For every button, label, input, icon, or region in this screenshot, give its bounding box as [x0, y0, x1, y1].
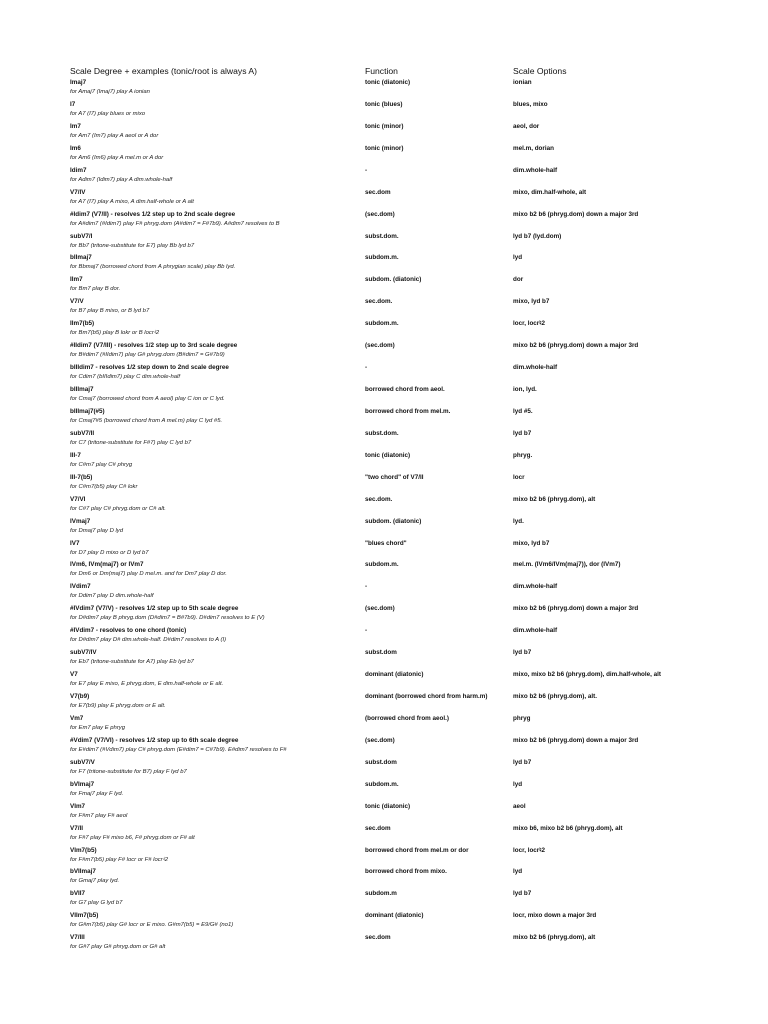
header-scale-degree: Scale Degree + examples (tonic/root is always A): [70, 66, 257, 76]
scale-options: mel.m. (IVm6/IVm(maj7)), dor (IVm7): [513, 561, 621, 569]
scale-options: locr, locr♮2: [513, 846, 546, 854]
function: "blues chord": [365, 539, 407, 547]
table-row: [0, 648, 768, 670]
example-text: for G#7 play G# phryg.dom or G# alt: [70, 944, 166, 951]
scale-options: dim.whole-half: [513, 627, 558, 635]
scale-options: mixo, dim.half-whole, alt: [513, 188, 587, 196]
table-row: [0, 846, 768, 868]
scale-options: lyd.: [513, 517, 524, 525]
function: subdom.m.: [365, 780, 399, 788]
function: (sec.dom): [365, 342, 395, 350]
example-text: for Gmaj7 play lyd.: [70, 878, 120, 885]
example-text: for A7 (I7) play A mixo, A dim.half-whole or A alt: [70, 198, 194, 205]
example-text: for Am6 (Im6) play A mel.m or A dor: [70, 154, 164, 161]
example-text: for G7 play G lyd b7: [70, 900, 123, 907]
table-row: [0, 670, 768, 692]
header-scale-options: Scale Options: [513, 66, 567, 76]
table-row: [0, 341, 768, 363]
function: subdom.m.: [365, 561, 399, 569]
example-text: for Ddim7 play D dim.whole-half: [70, 593, 154, 600]
table-row: [0, 824, 768, 846]
scale-degree: III-7: [70, 451, 81, 459]
scale-degree: bIIImaj7: [70, 386, 94, 394]
function: subst.dom: [365, 649, 397, 657]
function: borrowed chord from mel.m.: [365, 407, 451, 415]
scale-degree: V7: [70, 671, 78, 679]
example-text: for Cmaj7 (borrowed chord from A aeol) play C ion or C lyd.: [70, 396, 225, 403]
scale-degree: subV7/IV: [70, 649, 97, 657]
example-text: for Eb7 (tritone-substitute for A7) play Eb lyd b7: [70, 659, 194, 666]
scale-degree: IIm7(b5): [70, 320, 95, 328]
scale-options: lyd b7: [513, 649, 532, 657]
function: subst.dom: [365, 758, 397, 766]
function: -: [365, 166, 368, 174]
scale-degree: Im6: [70, 144, 81, 152]
scale-options: mixo b2 b6 (phryg.dom), alt: [513, 495, 596, 503]
example-text: for Am7 (Im7) play A aeol or A dor: [70, 132, 159, 139]
example-text: for B7 play B mixo, or B lyd b7: [70, 308, 150, 315]
example-text: for Adim7 (Idim7) play A dim.whole-half: [70, 176, 173, 183]
scale-options: lyd b7: [513, 429, 532, 437]
table-row: [0, 78, 768, 100]
header-function: Function: [365, 66, 398, 76]
example-text: for F7 (tritone-substitute for B7) play F lyd b7: [70, 768, 187, 775]
example-text: for A#dim7 (#Idim7) play F# phryg.dom (A#dim7 = F#7b9). A#dim7 resolves to B: [70, 220, 280, 227]
function: sec.dom.: [365, 495, 393, 503]
example-text: for A7 (I7) play blues or mixo: [70, 110, 146, 117]
function: subdom. (diatonic): [365, 276, 422, 284]
example-text: for Bm7(b5) play B lokr or B locr♮2: [70, 330, 160, 337]
table-row: [0, 429, 768, 451]
table-row: [0, 539, 768, 561]
scale-options: mixo b2 b6 (phryg.dom) down a major 3rd: [513, 605, 639, 613]
scale-degree: bIIIdim7 - resolves 1/2 step down to 2nd scale degree: [70, 364, 229, 372]
scale-degree: subV7/II: [70, 429, 95, 437]
table-row: [0, 758, 768, 780]
example-text: for E#dim7 (#Vdim7) play C# phryg.dom (E#dim7 = C#7b9). E#dim7 resolves to F#: [70, 746, 287, 753]
example-text: for F#m7(b5) play F# locr or F# locr♮2: [70, 856, 169, 863]
table-row: [0, 297, 768, 319]
scale-options: ion, lyd.: [513, 386, 537, 394]
function: (sec.dom): [365, 736, 395, 744]
scale-options: lyd #5.: [513, 407, 533, 415]
function: subdom. (diatonic): [365, 517, 422, 525]
table-row: [0, 911, 768, 933]
scale-options: aeol: [513, 802, 526, 810]
scale-degree: V7/VI: [70, 495, 86, 503]
example-text: for C#m7(b5) play C# lokr: [70, 483, 138, 490]
function: subdom.m.: [365, 254, 399, 262]
function: (sec.dom): [365, 210, 395, 218]
table-row: [0, 780, 768, 802]
scale-options: dim.whole-half: [513, 364, 558, 372]
scale-degree: VIm7(b5): [70, 846, 97, 854]
example-text: for D7 play D mixo or D lyd b7: [70, 549, 149, 556]
scale-options: blues, mixo: [513, 100, 548, 108]
example-text: for E7 play E mixo, E phryg.dom, E dim.half-whole or E alt.: [70, 681, 224, 688]
scale-degree: Im7: [70, 122, 81, 130]
scale-degree: IVdim7: [70, 583, 91, 591]
scale-degree: subV7/V: [70, 758, 95, 766]
function: subst.dom.: [365, 232, 399, 240]
function: dominant (borrowed chord from harm.m): [365, 693, 488, 701]
scale-degree: V7/IV: [70, 188, 86, 196]
scale-options: phryg.: [513, 451, 533, 459]
scale-options: mixo, lyd b7: [513, 539, 550, 547]
scale-degree: bIIImaj7(#5): [70, 407, 105, 415]
scale-degree: IVm6, IVm(maj7) or IVm7: [70, 561, 144, 569]
table-row: [0, 451, 768, 473]
function: subdom.m: [365, 890, 397, 898]
table-row: [0, 275, 768, 297]
function: -: [365, 364, 368, 372]
scale-degree: #IIdim7 (V7/III) - resolves 1/2 step up to 3rd scale degree: [70, 342, 238, 350]
example-text: for Bbmaj7 (borrowed chord from A phrygian scale) play Bb lyd.: [70, 264, 236, 271]
table-row: [0, 626, 768, 648]
function: tonic (diatonic): [365, 79, 411, 86]
table-row: [0, 802, 768, 824]
scale-options: dim.whole-half: [513, 583, 558, 591]
function: borrowed chord from mixo.: [365, 868, 447, 876]
function: borrowed chord from aeol.: [365, 386, 445, 394]
table-row: [0, 582, 768, 604]
scale-degree: IV7: [70, 539, 80, 547]
example-text: for G#m7(b5) play G# locr or E mixo. G#m7(b5) = E9/G# (no1): [70, 922, 234, 929]
function: -: [365, 583, 368, 591]
scale-options: lyd b7: [513, 758, 532, 766]
table-row: [0, 100, 768, 122]
function: "two chord" of V7/II: [365, 473, 424, 481]
function: tonic (diatonic): [365, 802, 411, 810]
example-text: for C#m7 play C# phryg: [70, 461, 133, 468]
scale-options: mixo b2 b6 (phryg.dom) down a major 3rd: [513, 342, 639, 350]
example-text: for C#7 play C# phryg.dom or C# alt.: [70, 505, 166, 512]
scale-options: mixo b2 b6 (phryg.dom), alt.: [513, 693, 597, 701]
example-text: for F#7 play F# mixo b6, F# phryg.dom or F# alt: [70, 834, 195, 841]
scale-degree: bVIImaj7: [70, 868, 96, 876]
scale-degree: VIm7: [70, 802, 86, 810]
function: -: [365, 627, 368, 635]
example-text: for Dmaj7 play D lyd: [70, 527, 124, 534]
table-row: [0, 560, 768, 582]
function: (sec.dom): [365, 605, 395, 613]
table-row: [0, 473, 768, 495]
scale-degree: V7/V: [70, 298, 84, 306]
table-row: [0, 889, 768, 911]
table-row: [0, 385, 768, 407]
scale-options: lyd b7: [513, 890, 532, 898]
scale-degree: Vm7: [70, 714, 84, 722]
example-text: for Cmaj7#5 (borrowed chord from A mel.m) play C lyd #5.: [70, 417, 223, 424]
scale-options: mixo b2 b6 (phryg.dom) down a major 3rd: [513, 210, 639, 218]
table-row: [0, 253, 768, 275]
scale-options: locr, locr♮2: [513, 320, 546, 328]
table-row: [0, 319, 768, 341]
table-row: [0, 407, 768, 429]
example-text: for Amaj7 (Imaj7) play A ionian: [70, 89, 150, 95]
scale-degree: #Vdim7 (V7/VI) - resolves 1/2 step up to 6th scale degree: [70, 736, 239, 744]
function: sec.dom.: [365, 298, 393, 306]
function: dominant (diatonic): [365, 671, 424, 679]
scale-degree: V7/II: [70, 824, 83, 832]
table-row: [0, 210, 768, 232]
scale-degree: V7(b9): [70, 693, 90, 701]
function: (borrowed chord from aeol.): [365, 714, 449, 722]
table-row: [0, 933, 768, 955]
table-row: [0, 122, 768, 144]
scale-options: mel.m, dorian: [513, 144, 554, 152]
table-row: [0, 604, 768, 626]
table-row: [0, 736, 768, 758]
table-row: [0, 166, 768, 188]
table-row: [0, 714, 768, 736]
scale-degree: subV7/I: [70, 232, 93, 240]
function: sec.dom: [365, 188, 391, 196]
scale-options: phryg: [513, 714, 531, 722]
scale-options: dim.whole-half: [513, 166, 558, 174]
scale-options: mixo b6, mixo b2 b6 (phryg.dom), alt: [513, 824, 623, 832]
scale-degree: IVmaj7: [70, 517, 91, 525]
example-text: for B#dim7 (#IIdim7) play G# phryg.dom (B#dim7 = G#7b9): [70, 352, 225, 359]
scale-degree: Imaj7: [70, 79, 87, 86]
scale-options: lyd: [513, 868, 523, 876]
scale-degree: #Idim7 (V7/II) - resolves 1/2 step up to 2nd scale degree: [70, 210, 236, 218]
table-row: [0, 517, 768, 539]
function: tonic (blues): [365, 100, 403, 108]
example-text: for Em7 play E phryg: [70, 724, 126, 731]
example-text: for Bb7 (tritone-substitute for E7) play Bb lyd b7: [70, 242, 195, 249]
function: tonic (diatonic): [365, 451, 411, 459]
scale-degree: #IVdim7 (V7/V) - resolves 1/2 step up to 5th scale degree: [70, 605, 239, 613]
function: sec.dom: [365, 824, 391, 832]
table-row: [0, 363, 768, 385]
scale-degree: I7: [70, 100, 76, 108]
scale-options: lyd: [513, 780, 523, 788]
table-row: [0, 692, 768, 714]
scale-options: lyd b7 (lyd.dom): [513, 232, 562, 240]
example-text: for Bm7 play B dor.: [70, 286, 121, 293]
function: subdom.m.: [365, 320, 399, 328]
function: subst.dom.: [365, 429, 399, 437]
scale-options: locr: [513, 473, 525, 481]
table-row: [0, 495, 768, 517]
scale-options: mixo b2 b6 (phryg.dom), alt: [513, 934, 596, 942]
scale-degree: V7/III: [70, 934, 85, 942]
function: tonic (minor): [365, 122, 404, 130]
function: tonic (minor): [365, 144, 404, 152]
scale-degree: #IVdim7 - resolves to one chord (tonic): [70, 627, 187, 635]
example-text: for Fmaj7 play F lyd.: [70, 790, 124, 797]
scale-degree: bIImaj7: [70, 254, 92, 262]
scale-options: mixo, lyd b7: [513, 298, 550, 306]
example-text: for Dm6 or Dm(maj7) play D mel.m. and for Dm7 play D dor.: [70, 571, 227, 578]
example-text: for E7(b9) play E phryg.dom or E alt.: [70, 703, 166, 710]
scale-options: mixo, mixo b2 b6 (phryg.dom), dim.half-whole, alt: [513, 671, 661, 679]
scale-options: dor: [513, 276, 524, 284]
scale-degree: bVImaj7: [70, 780, 95, 788]
scale-degree: bVII7: [70, 890, 86, 898]
example-text: for D#dim7 play B phryg.dom (D#dim7 = B#7b9). D#dim7 resolves to E (V): [70, 615, 265, 622]
example-text: for D#dim7 play D# dim.whole-half. D#dim7 resolves to A (I): [70, 637, 227, 644]
scale-options: mixo b2 b6 (phryg.dom) down a major 3rd: [513, 736, 639, 744]
scale-degree: III-7(b5): [70, 473, 93, 481]
example-text: for F#m7 play F# aeol: [70, 812, 128, 819]
table-row: [0, 144, 768, 166]
scale-options: ionian: [513, 79, 532, 86]
scale-degree: Idim7: [70, 166, 87, 174]
example-text: for Cdim7 (bIIIdim7) play C dim.whole-half: [70, 374, 180, 381]
scale-options: locr, mixo down a major 3rd: [513, 912, 597, 920]
function: borrowed chord from mel.m or dor: [365, 846, 469, 854]
scale-options: lyd: [513, 254, 523, 262]
table-row: [0, 867, 768, 889]
table-row: [0, 232, 768, 254]
scale-options: aeol, dor: [513, 122, 540, 130]
scale-degree: IIm7: [70, 276, 83, 284]
function: dominant (diatonic): [365, 912, 424, 920]
example-text: for C7 (tritone-substitute for F#7) play C lyd b7: [70, 439, 192, 446]
table-row: [0, 188, 768, 210]
scale-degree: VIIm7(b5): [70, 912, 99, 920]
function: sec.dom: [365, 934, 391, 942]
